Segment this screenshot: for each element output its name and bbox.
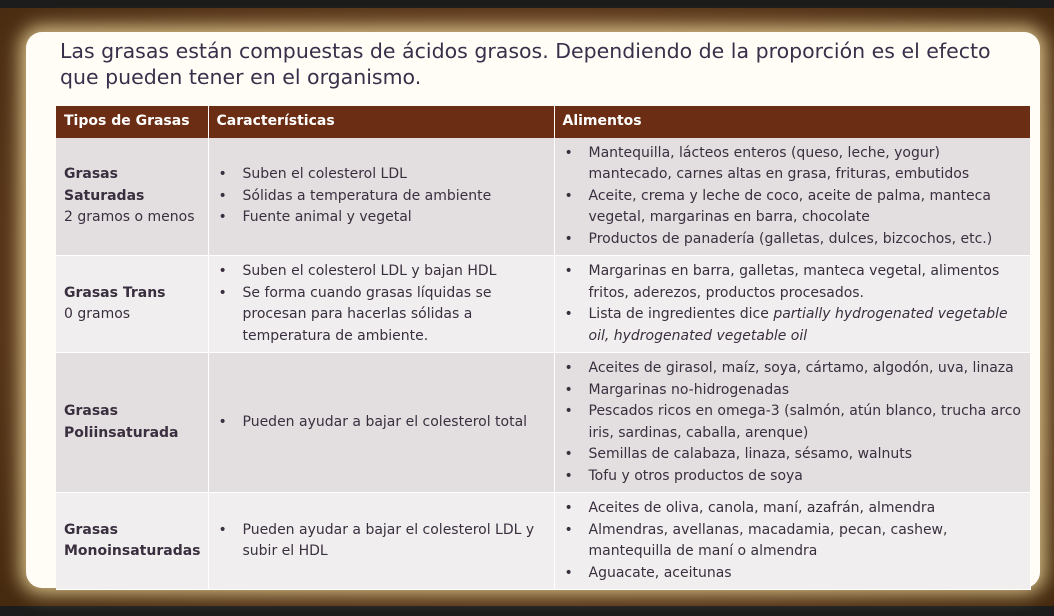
slide-title: Las grasas están compuestas de ácidos grasos. Dependiendo de la proporción es el efecto que pueden tener en el organismo. <box>60 39 991 89</box>
list-item: • Tofu y otros productos de soya <box>563 466 1024 488</box>
list-item: • Suben el colesterol LDL y bajan HDL <box>217 261 548 283</box>
list-item: • Fuente animal y vegetal <box>217 207 548 229</box>
header-caracteristicas: Características <box>208 106 554 138</box>
fat-type-amount: 2 gramos o menos <box>64 209 195 225</box>
header-tipos: Tipos de Grasas <box>56 106 208 138</box>
list-item: • Almendras, avellanas, macadamia, pecan, cashew, mantequilla de maní o almendra <box>563 520 1024 563</box>
table-row <box>56 353 1030 493</box>
fat-type-amount: 0 gramos <box>64 306 131 322</box>
table-row <box>56 138 1030 256</box>
fat-type-name: Grasas Saturadas <box>64 166 145 204</box>
foods-cell <box>554 493 1030 590</box>
list-item: • Sólidas a temperatura de ambiente <box>217 186 548 208</box>
fat-type-name: Grasas Poliinsaturada <box>64 403 179 441</box>
foods-cell <box>554 256 1030 353</box>
slide-background <box>0 8 1054 606</box>
list-item: • Pueden ayudar a bajar el colesterol LDL y subir el HDL <box>217 520 548 563</box>
list-item: • Se forma cuando grasas líquidas se procesan para hacerlas sólidas a temperatura de ambiente. <box>217 283 548 348</box>
fat-type-name: Grasas Monoinsaturadas <box>64 521 201 559</box>
characteristics-cell <box>208 493 554 590</box>
fat-type-cell <box>56 256 208 353</box>
list-item: • Mantequilla, lácteos enteros (queso, leche, yogur) mantecado, carnes altas en grasa, frituras, embutidos <box>563 143 1024 186</box>
list-item: • Suben el colesterol LDL <box>217 164 548 186</box>
list-item: • Margarinas en barra, galletas, manteca vegetal, alimentos fritos, aderezos, productos procesados. <box>563 261 1024 304</box>
ingredients-italic: partially hydrogenated vegetable oil, hydrogenated vegetable oil <box>588 306 1008 344</box>
fat-type-cell <box>56 138 208 256</box>
fat-type-cell <box>56 353 208 493</box>
fat-type-cell <box>56 493 208 590</box>
header-alimentos: Alimentos <box>554 106 1030 138</box>
table-header-row <box>56 106 1030 138</box>
ingredients-prefix: Lista de ingredientes dice <box>588 306 774 322</box>
characteristics-cell <box>208 138 554 256</box>
list-item: • Aguacate, aceitunas <box>563 563 1024 585</box>
list-item: • Aceites de oliva, canola, maní, azafrán, almendra <box>563 498 1024 520</box>
list-item: • Margarinas no-hidrogenadas <box>563 380 1024 402</box>
list-item: • Aceite, crema y leche de coco, aceite de palma, manteca vegetal, margarinas en barra, chocolate <box>563 186 1024 229</box>
list-item: • Pescados ricos en omega-3 (salmón, atún blanco, trucha arco iris, sardinas, caballa, arenque) <box>563 401 1024 444</box>
table-row <box>56 256 1030 353</box>
fat-type-name: Grasas Trans <box>64 284 166 301</box>
content-card <box>26 32 1040 588</box>
list-item: • Productos de panadería (galletas, dulces, bizcochos, etc.) <box>563 229 1024 251</box>
table-row <box>56 493 1030 590</box>
characteristics-cell <box>208 353 554 493</box>
foods-cell <box>554 353 1030 493</box>
foods-cell <box>554 138 1030 256</box>
list-item: • Aceites de girasol, maíz, soya, cártamo, algodón, uva, linaza <box>563 358 1024 380</box>
characteristics-cell <box>208 256 554 353</box>
fats-table <box>56 106 1031 590</box>
list-item: • Pueden ayudar a bajar el colesterol total <box>217 412 548 434</box>
list-item <box>563 304 1024 347</box>
list-item: • Semillas de calabaza, linaza, sésamo, walnuts <box>563 444 1024 466</box>
